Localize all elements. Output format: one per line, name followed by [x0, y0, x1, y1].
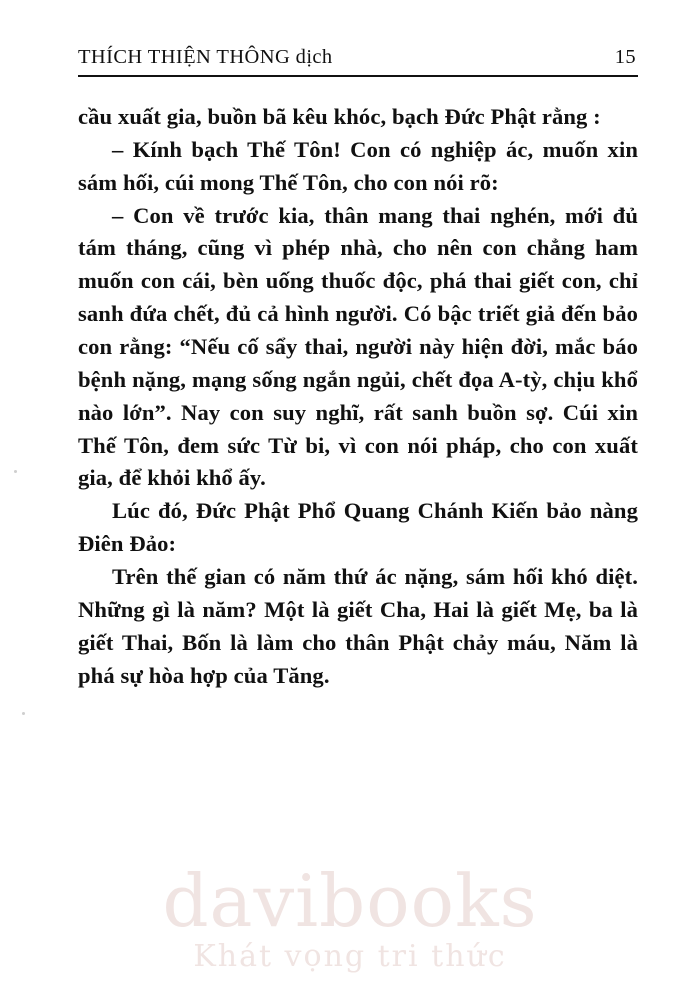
watermark — [0, 859, 700, 975]
scan-speck — [22, 712, 25, 715]
watermark-main-text: davibooks — [162, 859, 538, 943]
paragraph: – Kính bạch Thế Tôn! Con có nghiệp ác, muốn xin sám hối, cúi mong Thế Tôn, cho con nói rõ: — [78, 136, 638, 195]
page-header — [78, 46, 638, 69]
paragraph: cầu xuất gia, buồn bã kêu khóc, bạch Đức Phật rằng : — [78, 104, 601, 129]
paragraph: – Con về trước kia, thân mang thai nghén, mới đủ tám tháng, cũng vì phép nhà, cho nên con chẳng ham muốn con cái, bèn uống thuốc độc, phá thai giết con, chỉ sanh đứa chết, đủ cả hình người. Có bậc triết giả đến bảo con rằng: “Nếu cố sẩy thai, người này hiện đời, mắc báo bệnh nặng, mạng sống ngắn ngủi, chết đọa A-tỳ, chịu khổ nào lớn”. Nay con suy nghĩ, rất sanh buồn sợ. Cúi xin Thế Tôn, đem sức Từ bi, vì con nói pháp, cho con xuất gia, để khỏi khổ ấy. — [78, 202, 638, 491]
page-number: 15 — [614, 46, 636, 68]
header-rule — [78, 75, 638, 77]
watermark-sub-text: Khát vọng tri thức — [193, 939, 507, 974]
body-text — [78, 101, 638, 692]
scan-speck — [14, 470, 17, 473]
running-title: THÍCH THIỆN THÔNG dịch — [78, 46, 333, 68]
paragraph: Trên thế gian có năm thứ ác nặng, sám hối khó diệt. Những gì là năm? Một là giết Cha, Hai là giết Mẹ, ba là giết Thai, Bốn là làm cho thân Phật chảy máu, Năm là phá sự hòa hợp của Tăng. — [78, 564, 638, 688]
paragraph: Lúc đó, Đức Phật Phổ Quang Chánh Kiến bảo nàng Điên Đảo: — [78, 498, 638, 557]
